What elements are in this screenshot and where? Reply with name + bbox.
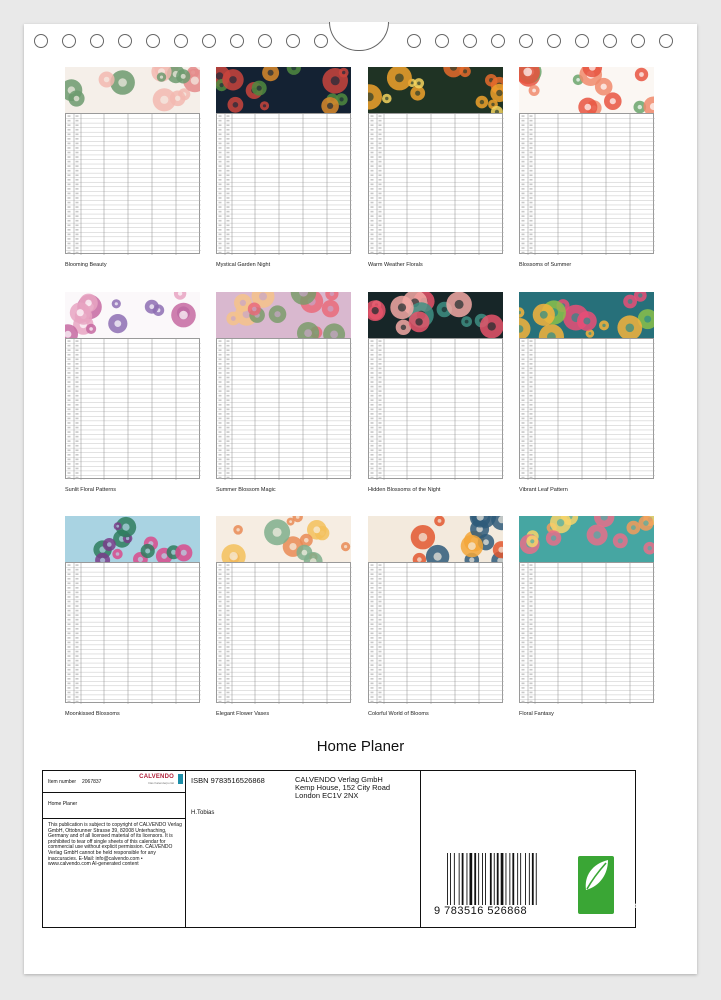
calvendo-logo-mark	[178, 774, 183, 784]
planner-grid	[216, 562, 351, 703]
month-caption: Sunlit Floral Patterns	[65, 487, 117, 493]
month-caption: Mystical Garden Night	[216, 262, 271, 268]
copyright-notice: This publication is subject to copyright of CALVENDO Verlag GmbH, Ottobrunner Strasse 39, 82008 Unterhaching, Germany and of all licensed material of its licensors. It is prohibited to tear off single sheets of this calendar for commercial use without explicit permission. CALVENDO Verlag GmbH cannot be held responsible for any inaccuracies. E-Mail: info@calvendo.com • www.calvendo.com AI-generated content	[48, 822, 182, 868]
planner-grid	[368, 113, 503, 254]
publisher-street: Kemp House, 152 City Road	[295, 783, 391, 792]
publisher-name: CALVENDO Verlag GmbH	[295, 775, 383, 784]
binding-hole	[146, 34, 160, 48]
binding-hole	[659, 34, 673, 48]
month-planner	[65, 67, 200, 268]
month-caption: Blossoms of Summer	[519, 262, 572, 268]
month-artwork	[368, 292, 503, 338]
planner-grid	[216, 338, 351, 479]
barcode-image	[445, 853, 545, 905]
month-artwork	[368, 67, 503, 113]
publisher-address	[295, 776, 390, 800]
planner-grid	[519, 338, 654, 479]
binding-hole	[491, 34, 505, 48]
binding-hole	[631, 34, 645, 48]
binding-hole	[230, 34, 244, 48]
month-planner	[519, 516, 654, 717]
month-planner	[368, 292, 503, 493]
barcode-number: 9 783516 526868	[434, 905, 528, 917]
month-planner	[368, 516, 503, 717]
binding-hole	[463, 34, 477, 48]
imprint-box	[42, 770, 639, 928]
month-planner	[216, 516, 351, 717]
month-artwork	[368, 516, 503, 562]
planner-grid	[368, 562, 503, 703]
planner-grid	[519, 562, 654, 703]
leaf-icon	[578, 856, 614, 896]
page-title: Home Planer	[316, 738, 405, 755]
eco-badge	[578, 856, 639, 914]
planner-grid	[65, 338, 200, 479]
month-caption: Summer Blossom Magic	[216, 487, 276, 493]
binding-hole	[435, 34, 449, 48]
month-caption: Vibrant Leaf Pattern	[519, 487, 568, 493]
month-planner	[216, 67, 351, 268]
author: H.Tobias	[191, 810, 215, 816]
isbn	[191, 776, 265, 785]
month-planner	[65, 292, 200, 493]
month-caption: Moonkissed Blossoms	[65, 711, 120, 717]
isbn-number: 9783516526868	[210, 776, 265, 785]
month-caption: Colorful World of Blooms	[368, 711, 429, 717]
month-artwork	[519, 516, 654, 562]
barcode-column	[420, 771, 639, 927]
item-number-row	[43, 771, 185, 793]
month-planner	[368, 67, 503, 268]
month-artwork	[65, 516, 200, 562]
binding-hole	[314, 34, 328, 48]
item-number-label: Item number	[48, 779, 77, 785]
month-planner	[519, 67, 654, 268]
month-caption: Floral Fantasy	[519, 711, 554, 717]
month-artwork	[216, 67, 351, 113]
binding-hole	[174, 34, 188, 48]
month-artwork	[216, 292, 351, 338]
planner-grid	[65, 562, 200, 703]
eco-label: eco	[625, 901, 639, 910]
binding-hole	[575, 34, 589, 48]
binding-hole	[407, 34, 421, 48]
binding-hole	[519, 34, 533, 48]
month-artwork	[519, 292, 654, 338]
calvendo-logo: CALVENDO	[139, 774, 174, 780]
imprint-left-column	[43, 771, 186, 927]
month-artwork	[65, 292, 200, 338]
month-caption: Elegant Flower Vases	[216, 711, 270, 717]
month-planner	[519, 292, 654, 493]
planner-grid	[65, 113, 200, 254]
calvendo-logo-sub: Das Kalenderportal	[148, 781, 174, 785]
product-name: Home Planer	[48, 801, 78, 807]
planner-grid	[519, 113, 654, 254]
month-artwork	[65, 67, 200, 113]
binding-hole	[286, 34, 300, 48]
month-caption: Blooming Beauty	[65, 262, 107, 268]
planner-grid	[216, 113, 351, 254]
month-planner	[65, 516, 200, 717]
planner-grid	[368, 338, 503, 479]
binding-hole	[34, 34, 48, 48]
month-caption: Hidden Blossoms of the Night	[368, 487, 441, 493]
binding-hole	[258, 34, 272, 48]
binding-hole	[547, 34, 561, 48]
binding-hole	[202, 34, 216, 48]
month-caption: Warm Weather Florals	[368, 262, 423, 268]
month-artwork	[519, 67, 654, 113]
month-planner	[216, 292, 351, 493]
month-artwork	[216, 516, 351, 562]
publisher-city: London EC1V 2NX	[295, 791, 359, 800]
isbn-label: ISBN	[191, 776, 209, 785]
binding-hole	[603, 34, 617, 48]
item-number: 2067837	[82, 779, 102, 785]
product-name-row	[43, 793, 185, 819]
binding-hole	[118, 34, 132, 48]
binding-hole	[62, 34, 76, 48]
binding-hole	[90, 34, 104, 48]
